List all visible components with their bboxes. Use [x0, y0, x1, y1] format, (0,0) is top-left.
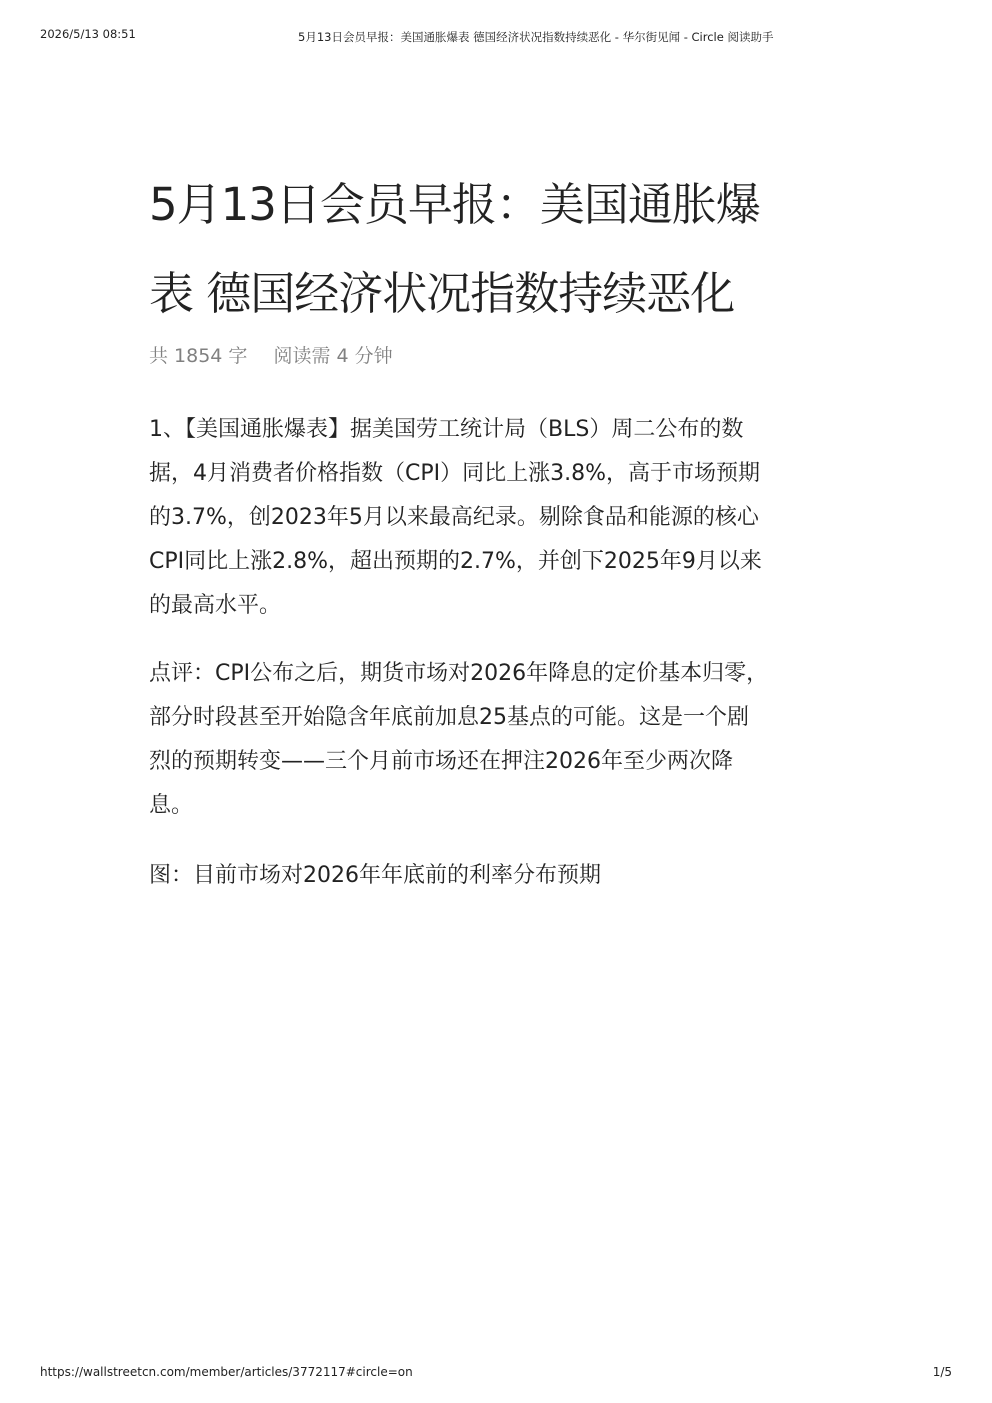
article-paragraph: [149, 652, 839, 828]
paragraph-line: 1、【美国通胀爆表】据美国劳工统计局（BLS）周二公布的数: [149, 417, 744, 442]
article-title: [149, 160, 839, 338]
paragraph-line: 烈的预期转变——三个月前市场还在押注2026年至少两次降: [149, 749, 733, 774]
paragraph-line: 图：目前市场对2026年年底前的利率分布预期: [149, 863, 601, 888]
print-date: 2026/5/13 08:51: [40, 27, 136, 41]
page-url: https://wallstreetcn.com/member/articles/3772117#circle=on: [40, 1365, 413, 1379]
article-meta: [149, 342, 839, 370]
print-header: [40, 27, 952, 43]
article-paragraph: [149, 408, 839, 628]
paragraph-line: 息。: [149, 793, 194, 818]
article-title-line: 表 德国经济状况指数持续恶化: [149, 267, 735, 320]
paragraph-line: CPI同比上涨2.8%，超出预期的2.7%，并创下2025年9月以来: [149, 549, 762, 574]
paragraph-line: 部分时段甚至开始隐含年底前加息25基点的可能。这是一个剧: [149, 705, 749, 730]
print-doc-title: 5月13日会员早报：美国通胀爆表 德国经济状况指数持续恶化 - 华尔街见闻 - Circle 阅读助手: [298, 30, 774, 44]
paragraph-line: 的3.7%，创2023年5月以来最高纪录。剔除食品和能源的核心: [149, 505, 759, 530]
read-time: 阅读需 4 分钟: [273, 345, 393, 367]
paragraph-line: 的最高水平。: [149, 593, 282, 618]
paragraph-line: 点评：CPI公布之后，期货市场对2026年降息的定价基本归零，: [149, 661, 769, 686]
article: [149, 160, 839, 898]
page-number: 1/5: [932, 1365, 952, 1379]
paragraph-line: 据，4月消费者价格指数（CPI）同比上涨3.8%，高于市场预期: [149, 461, 761, 486]
article-title-line: 5月13日会员早报：美国通胀爆: [149, 178, 760, 231]
print-footer: [40, 1365, 952, 1381]
word-count: 共 1854 字: [149, 345, 248, 367]
figure-caption: [149, 854, 839, 898]
